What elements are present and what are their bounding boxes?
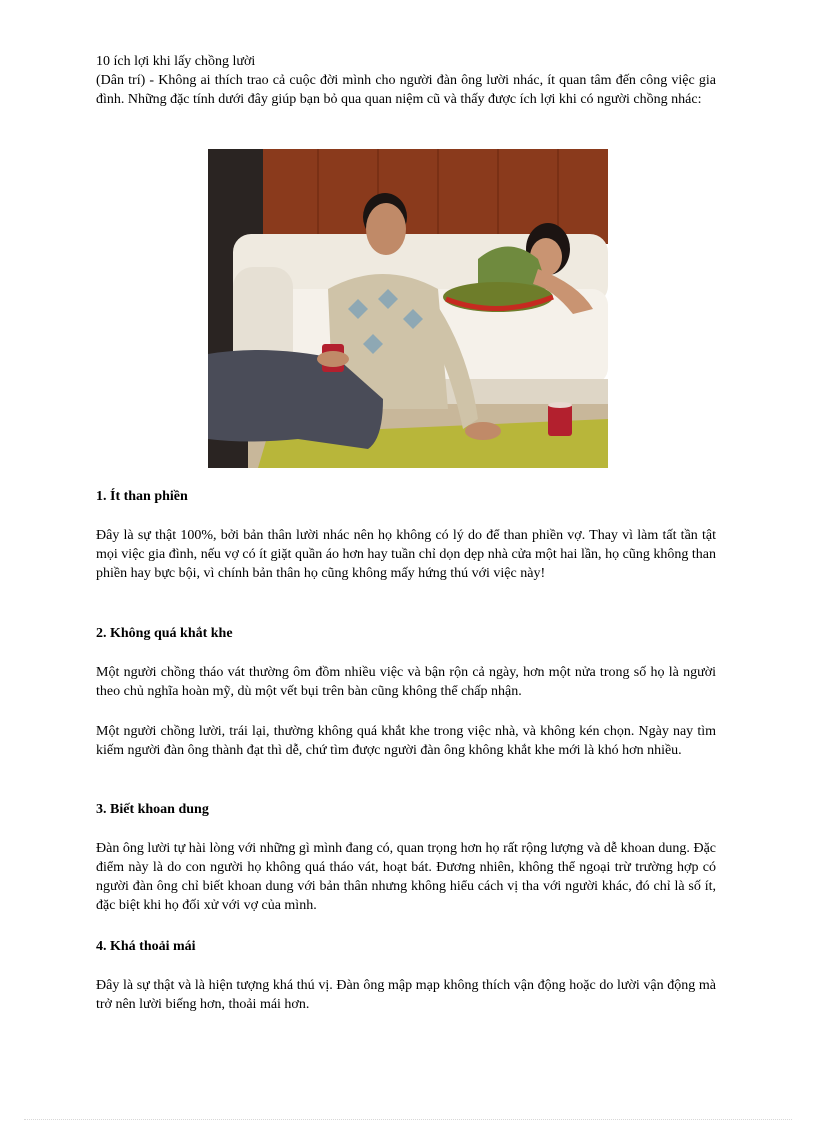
section-paragraph: Một người chồng tháo vát thường ôm đồm nhiều việc và bận rộn cả ngày, hơn một nửa trong số họ là người theo chủ nghĩa hoàn mỹ, dù một vết bụi trên bàn cũng không thể chấp nhận. xyxy=(96,665,716,699)
photo-man-hand xyxy=(465,422,501,440)
photo-man-face xyxy=(366,203,406,255)
article-title: 10 ích lợi khi lấy chồng lười xyxy=(96,54,256,69)
section-heading: 3. Biết khoan dung xyxy=(96,802,209,817)
couple-on-sofa-photo xyxy=(208,149,608,468)
article-intro: (Dân trí) - Không ai thích trao cả cuộc đời mình cho người đàn ông lười nhác, ít quan tâm đến công việc gia đình. Những đặc tính dưới đây giúp bạn bỏ qua quan niệm cũ và thấy được ích lợi khi có người chồng nhác: xyxy=(96,73,716,107)
section-paragraph: Một người chồng lười, trái lại, thường không quá khắt khe trong việc nhà, và không kén chọn. Ngày nay tìm kiếm người đàn ông thành đạt thì dễ, chứ tìm được người đàn ông không khắt khe mới là khó hơn nhiều. xyxy=(96,724,716,758)
section-paragraph: Đây là sự thật và là hiện tượng khá thú vị. Đàn ông mập mạp không thích vận động hoặc do lười vận động mà trở nên lười biếng hơn, thoải mái hơn. xyxy=(96,978,716,1012)
section-heading: 1. Ít than phiền xyxy=(96,489,188,504)
section-heading: 4. Khá thoải mái xyxy=(96,939,196,954)
section-paragraph: Đàn ông lười tự hài lòng với những gì mình đang có, quan trọng hơn họ rất rộng lượng và dễ khoan dung. Đặc điểm này là do con người họ không quá tháo vát, hoạt bát. Đương nhiên, không thể ngoại trừ trường hợp có người đàn ông chỉ biết khoan dung với bản thân nhưng không hiểu cách vị tha với người khác, đó chỉ là số ít, đặc biệt khi họ đối xử với vợ của mình. xyxy=(96,841,716,913)
section-heading: 2. Không quá khắt khe xyxy=(96,626,233,641)
photo-floor-drink xyxy=(548,404,572,436)
page-bottom-divider xyxy=(24,1119,792,1120)
section-paragraph: Đây là sự thật 100%, bởi bản thân lười nhác nên họ không có lý do để than phiền vợ. Thay vì làm tất tần tật mọi việc gia đình, nếu vợ có ít giặt quần áo hơn hay tuần chỉ dọn dẹp nhà cửa một hai lần, họ cũng không than phiền hay bực bội, vì chính bản thân họ cũng không mấy hứng thú với việc này! xyxy=(96,528,716,581)
